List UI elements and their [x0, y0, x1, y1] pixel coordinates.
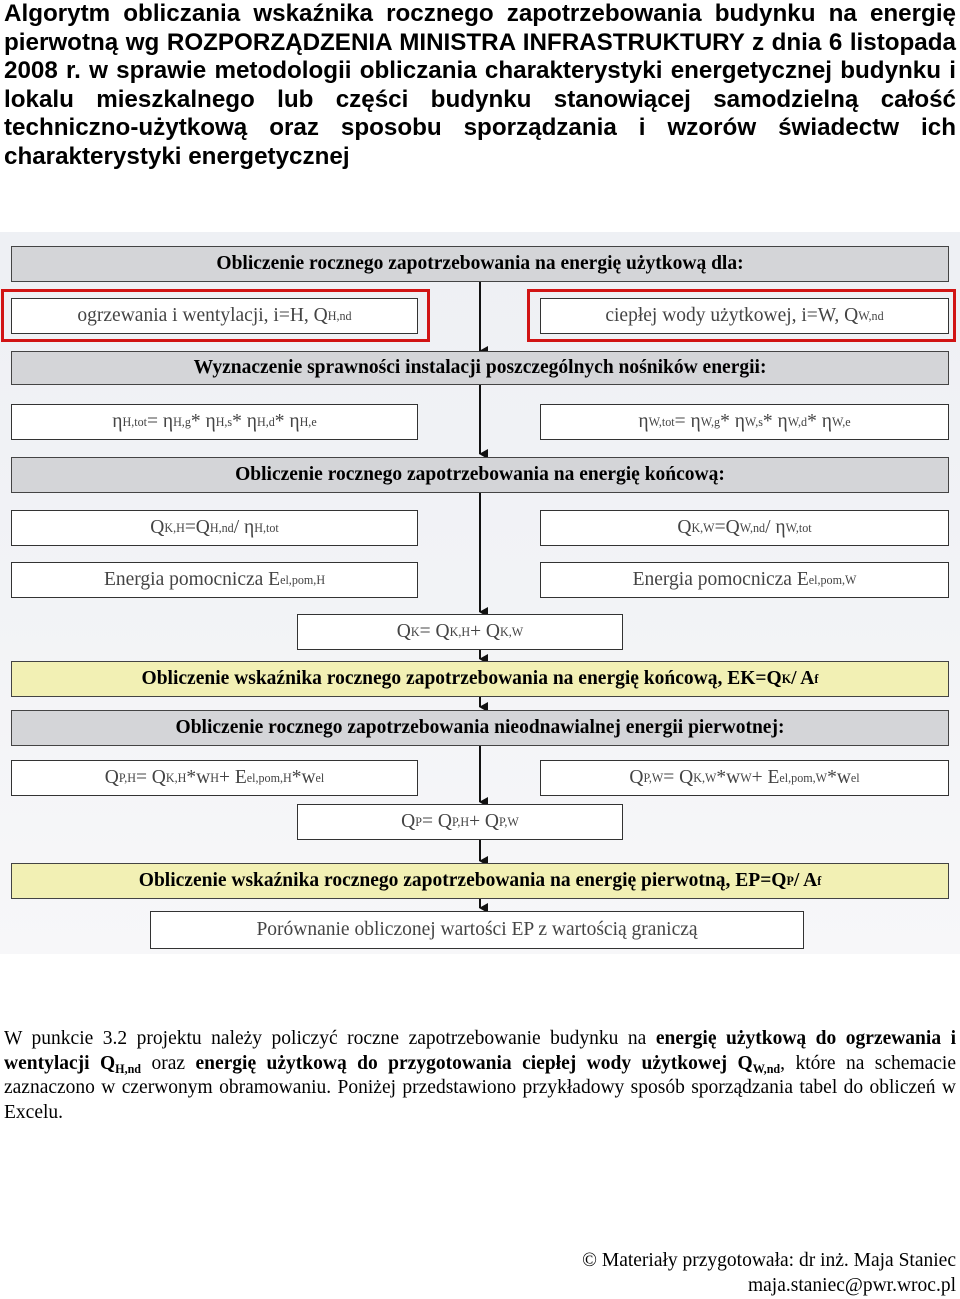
box-qk-heating: Q K,H =Q H,nd / η H,tot — [11, 510, 418, 546]
header-final-energy: Obliczenie rocznego zapotrzebowania na energię końcową: — [11, 457, 949, 493]
para-bold-1-sub: H,nd — [115, 1061, 142, 1076]
box-aux-water: Energia pomocnicza E el,pom,W — [540, 562, 949, 598]
f: / η — [233, 517, 255, 538]
box-eta-water: η W,tot = η W,g * η W,s * η W,d * η W,e — [540, 404, 949, 440]
f: + Q — [470, 621, 501, 642]
box-eta-heating: η H,tot = η H,g * η H,s * η H,d * η H,e — [11, 404, 418, 440]
f: + E — [751, 767, 780, 788]
header-ek-indicator: Obliczenie wskaźnika rocznego zapotrzebowania na energię końcową, EK=Q K / A f — [11, 661, 949, 697]
box-compare-ep: Porównanie obliczonej wartości EP z wartością graniczą — [150, 911, 804, 949]
heading-line-3: 6 listopada 2008 r. w sprawie metodologii obliczania charakterystyki — [4, 28, 956, 85]
f: Q — [401, 811, 416, 832]
f: * η — [807, 411, 832, 432]
f: Energia pomocnicza E — [103, 569, 281, 590]
para-bold-2: energię użytkową do przygotowania ciepłej wody użytkowej Q — [195, 1052, 753, 1074]
f: + E — [218, 767, 247, 788]
box-qp-heating: Q P,H = Q K,H *w H + E el,pom,H *w el — [11, 760, 418, 796]
f: =Q — [714, 517, 740, 538]
f: *w — [186, 767, 211, 788]
heating-label: ogrzewania i wentylacji, i=H, Q — [77, 305, 328, 326]
algorithm-flowchart — [0, 232, 960, 954]
f: / A — [793, 870, 818, 891]
heading-line-2: pierwotną wg ROZPORZĄDZENIA MINISTRA INFRASTRUKTURY z dnia — [4, 28, 822, 56]
box-qp-sum: Q P = Q P,H + Q P,W — [297, 804, 623, 840]
f: η — [112, 411, 123, 432]
f: Energia pomocnicza E — [632, 569, 809, 590]
f: = Q — [663, 767, 694, 788]
f: + Q — [469, 811, 500, 832]
para-text-3: , które na schemacie zaznaczono w czerwonym obramowaniu. Poniżej przedstawiono przykładowy sposób sporządzania tabel do obliczeń w Excelu. — [4, 1052, 957, 1123]
heading-line-5: samodzielną całość techniczno-użytkową oraz sposobu sporządzania i wzorów — [4, 85, 956, 142]
f: Q — [396, 621, 411, 642]
para-bold-1: energię użytkową do ogrzewania i wentylacji Q — [4, 1028, 956, 1074]
f: *w — [827, 767, 851, 788]
f: = Q — [421, 811, 452, 832]
heading-line-4: energetycznej budynku i lokalu mieszkalnego lub części budynku stanowiącej — [4, 57, 956, 113]
para-text-2: oraz — [141, 1052, 196, 1074]
f: η — [638, 411, 649, 432]
f: * η — [762, 411, 788, 432]
explanation-paragraph — [4, 1027, 956, 1125]
f: Q — [104, 767, 119, 788]
f: * η — [190, 411, 216, 432]
f: Q — [150, 517, 165, 538]
f: = η — [674, 411, 701, 432]
f: Q — [629, 767, 644, 788]
para-text-1: W punkcie 3.2 projektu należy policzyć roczne zapotrzebowanie budynku na — [4, 1028, 656, 1049]
f: =Q — [184, 517, 210, 538]
para-bold-2-sub: W,nd — [752, 1061, 781, 1076]
footer-credits — [582, 1248, 956, 1298]
box-aux-heating: Energia pomocnicza E el,pom,H — [11, 562, 418, 598]
header-usable-energy: Obliczenie rocznego zapotrzebowania na energię użytkową dla: — [11, 246, 949, 282]
f: / η — [765, 517, 786, 538]
footer-author: © Materiały przygotowała: dr inż. Maja Staniec — [582, 1250, 956, 1271]
box-heating-ventilation: ogrzewania i wentylacji, i=H, Q H,nd — [11, 298, 418, 334]
header-ep-indicator: Obliczenie wskaźnika rocznego zapotrzebowania na energię pierwotną, EP=Q P / A f — [11, 863, 949, 899]
f: *w — [291, 767, 316, 788]
f: = Q — [135, 767, 166, 788]
header-efficiency: Wyznaczenie sprawności instalacji poszczególnych nośników energii: — [11, 351, 949, 385]
f: / A — [791, 668, 815, 689]
f: Q — [677, 517, 692, 538]
water-label: ciepłej wody użytkowej, i=W, Q — [605, 305, 859, 326]
f: * η — [232, 411, 257, 432]
f: * η — [274, 411, 300, 432]
header-primary-energy: Obliczenie rocznego zapotrzebowania nieodnawialnej energii pierwotnej: — [11, 710, 949, 746]
document-heading — [4, 0, 956, 172]
footer-email: maja.staniec@pwr.wroc.pl — [747, 1275, 956, 1296]
box-qk-water: Q K,W =Q W,nd / η W,tot — [540, 510, 949, 546]
heading-line-1: Algorytm obliczania wskaźnika rocznego zapotrzebowania budynku na energię — [4, 0, 956, 27]
f: = Q — [419, 621, 450, 642]
f: *w — [716, 767, 741, 788]
f: Obliczenie wskaźnika rocznego zapotrzebowania na energię pierwotną, EP=Q — [138, 870, 787, 891]
f: = η — [147, 411, 174, 432]
heading-line-6: świadectw ich charakterystyki energetycznej — [4, 114, 956, 170]
f: Obliczenie wskaźnika rocznego zapotrzebowania na energię końcową, EK=Q — [141, 668, 782, 689]
box-hot-water: ciepłej wody użytkowej, i=W, Q W,nd — [540, 298, 949, 334]
f: * η — [720, 411, 745, 432]
box-qk-sum: Q K = Q K,H + Q K,W — [297, 614, 623, 650]
box-qp-water: Q P,W = Q K,W *w W + E el,pom,W *w el — [540, 760, 949, 796]
